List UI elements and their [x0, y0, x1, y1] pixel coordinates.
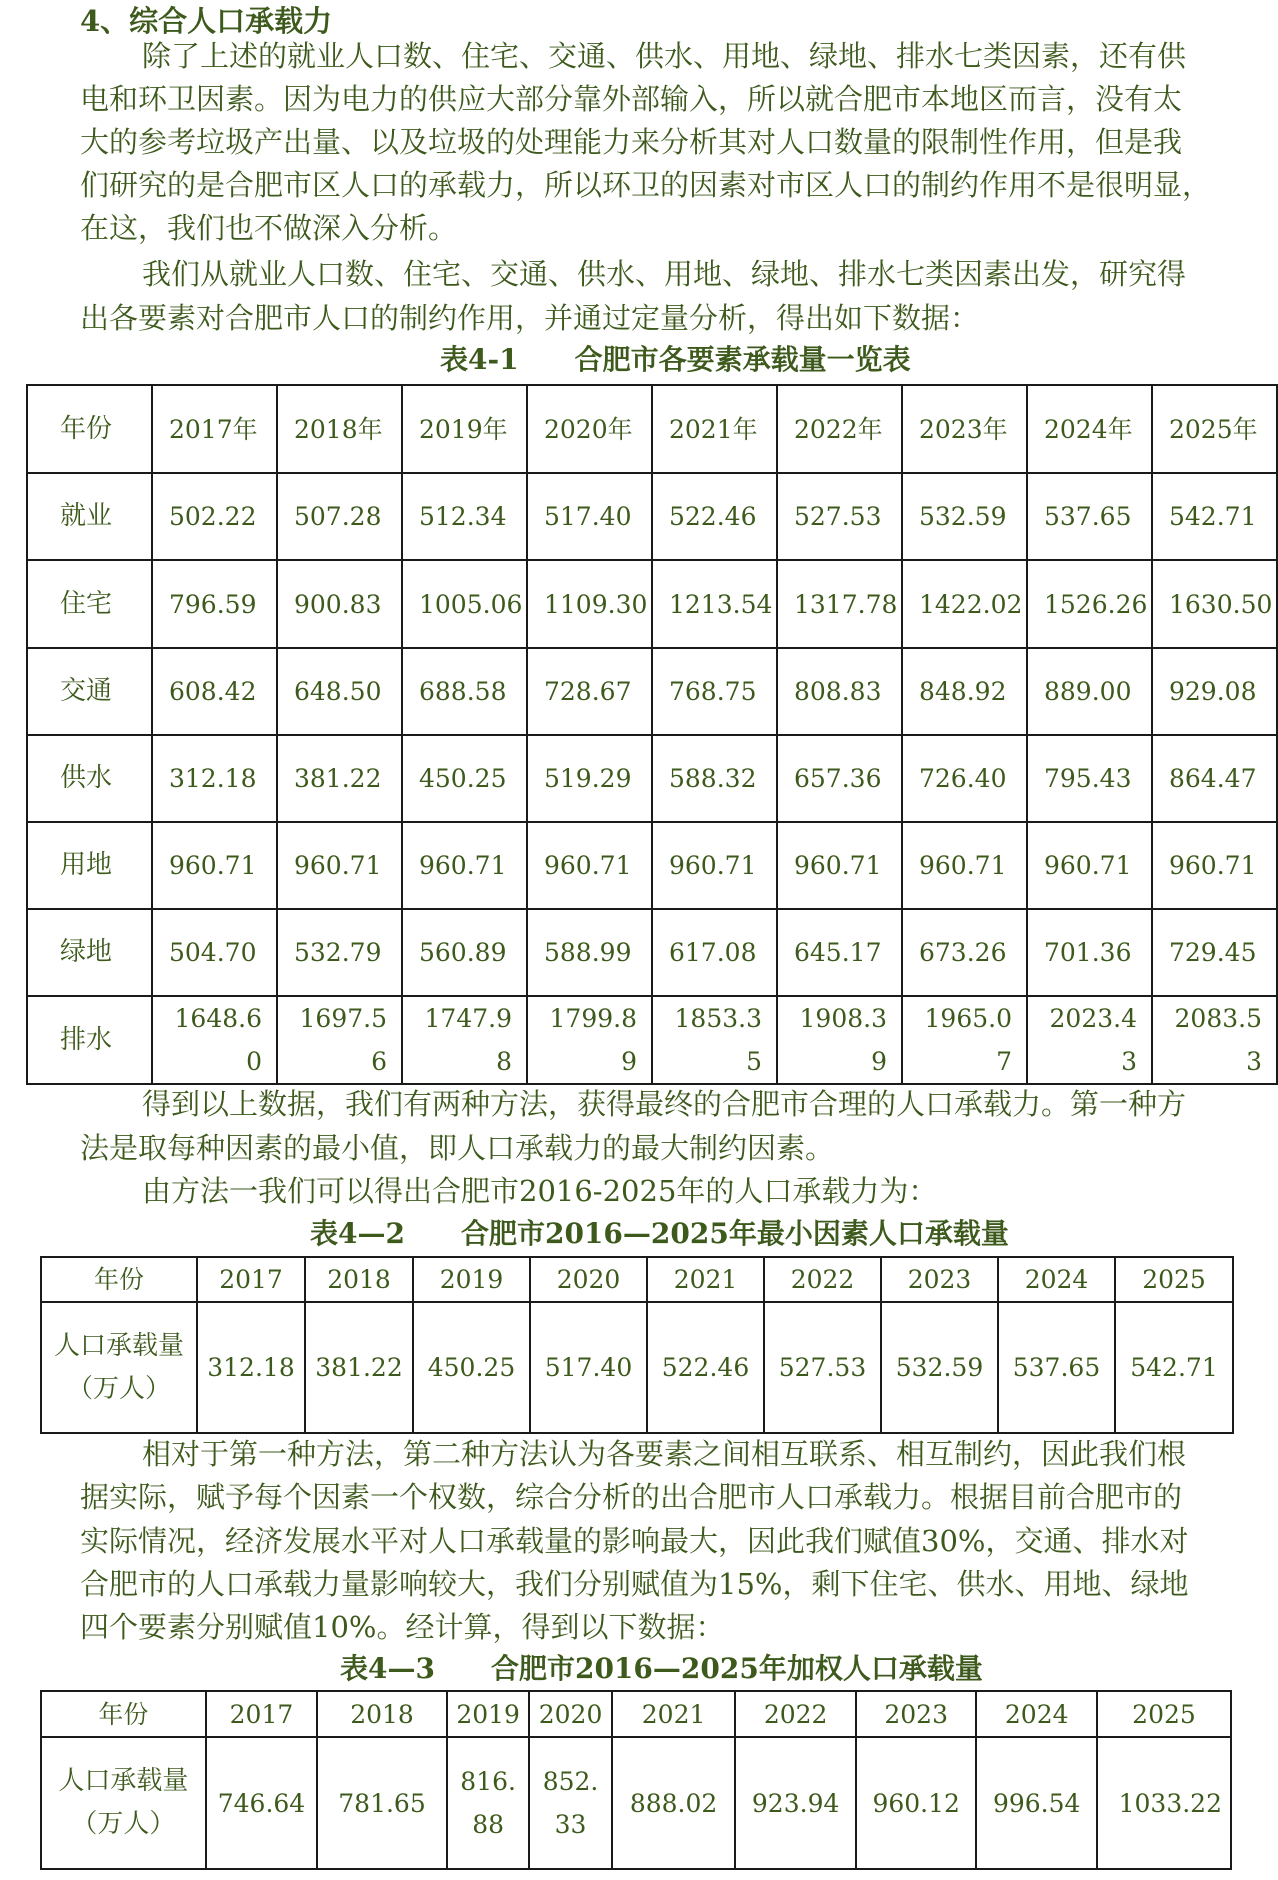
table2-caption: 表4—2 合肥市2016—2025年最小因素人口承载量	[310, 1217, 1009, 1250]
table-cell: 960.12	[856, 1737, 977, 1869]
table-row	[27, 909, 1277, 996]
table-cell: 450.25	[413, 1302, 530, 1433]
table-cell: 960.71	[652, 822, 777, 909]
row-label: 交通	[27, 648, 152, 735]
table-cell: 960.71	[902, 822, 1027, 909]
table1-header-row	[27, 385, 1277, 473]
table-cell: 960.71	[402, 822, 527, 909]
table-cell: 1317.78	[777, 560, 902, 648]
table-cell: 312.18	[197, 1302, 305, 1433]
table3-year: 2017	[206, 1691, 317, 1737]
paragraph-line: 出各要素对合肥市人口的制约作用，并通过定量分析，得出如下数据：	[80, 301, 980, 335]
table-cell: 864.47	[1152, 735, 1277, 822]
table-cell: 381.22	[277, 735, 402, 822]
table-cell: 517.40	[527, 473, 652, 560]
table-cell: 645.17	[777, 909, 902, 996]
table-cell: 673.26	[902, 909, 1027, 996]
table1	[26, 384, 1278, 1085]
table2-year: 2023	[881, 1257, 998, 1302]
table1-year: 2024年	[1027, 385, 1152, 473]
table-cell: 960.71	[152, 822, 277, 909]
row-label: 人口承载量（万人）	[41, 1737, 206, 1869]
table-cell: 726.40	[902, 735, 1027, 822]
table-cell: 502.22	[152, 473, 277, 560]
table3-year: 2018	[317, 1691, 447, 1737]
table-cell: 517.40	[530, 1302, 647, 1433]
table-cell: 768.75	[652, 648, 777, 735]
table3-year: 2025	[1097, 1691, 1231, 1737]
table-cell: 648.50	[277, 648, 402, 735]
table-cell: 450.25	[402, 735, 527, 822]
table-cell: 960.71	[1152, 822, 1277, 909]
table3-year: 2023	[856, 1691, 977, 1737]
table2-year: 2024	[998, 1257, 1115, 1302]
table-row	[27, 822, 1277, 909]
table-cell: 608.42	[152, 648, 277, 735]
table-cell: 796.59	[152, 560, 277, 648]
table-row	[27, 996, 1277, 1084]
table1-year: 2023年	[902, 385, 1027, 473]
table-cell: 532.59	[881, 1302, 998, 1433]
table1-year: 2020年	[527, 385, 652, 473]
table-cell: 588.99	[527, 909, 652, 996]
table-cell: 537.65	[1027, 473, 1152, 560]
table2-year: 2017	[197, 1257, 305, 1302]
section-heading: 4、综合人口承载力	[80, 4, 333, 38]
table-cell: 1648.60	[152, 996, 277, 1084]
paragraph-line: 法是取每种因素的最小值，即人口承载力的最大制约因素。	[80, 1131, 835, 1165]
table-cell: 900.83	[277, 560, 402, 648]
table-cell: 657.36	[777, 735, 902, 822]
table-cell: 512.34	[402, 473, 527, 560]
table-cell: 542.71	[1115, 1302, 1233, 1433]
table3-year: 2021	[612, 1691, 736, 1737]
table-cell: 888.02	[612, 1737, 736, 1869]
table-cell: 1005.06	[402, 560, 527, 648]
table2-year: 2019	[413, 1257, 530, 1302]
table1-year: 2022年	[777, 385, 902, 473]
table3-year: 2024	[976, 1691, 1097, 1737]
table-cell: 381.22	[305, 1302, 413, 1433]
table-cell: 1799.89	[527, 996, 652, 1084]
table-cell: 816.88	[447, 1737, 529, 1869]
table3-year: 2022	[735, 1691, 856, 1737]
paragraph-line: 在这，我们也不做深入分析。	[80, 211, 458, 245]
table-cell: 588.32	[652, 735, 777, 822]
table-cell: 532.59	[902, 473, 1027, 560]
table2-year: 2018	[305, 1257, 413, 1302]
table-row	[27, 735, 1277, 822]
paragraph-line: 电和环卫因素。因为电力的供应大部分靠外部输入，所以就合肥市本地区而言，没有太	[80, 82, 1183, 116]
table-cell: 688.58	[402, 648, 527, 735]
table1-year: 2018年	[277, 385, 402, 473]
table-cell: 542.71	[1152, 473, 1277, 560]
row-label: 排水	[27, 996, 152, 1084]
table3-year: 2020	[529, 1691, 611, 1737]
table-cell: 504.70	[152, 909, 277, 996]
paragraph-line: 得到以上数据，我们有两种方法，获得最终的合肥市合理的人口承载力。第一种方	[142, 1087, 1187, 1121]
table-cell: 1526.26	[1027, 560, 1152, 648]
paragraph-line: 我们从就业人口数、住宅、交通、供水、用地、绿地、排水七类因素出发，研究得	[142, 257, 1187, 291]
paragraph-line: 实际情况，经济发展水平对人口承载量的影响最大，因此我们赋值30%，交通、排水对	[80, 1524, 1189, 1558]
table-row	[27, 648, 1277, 735]
table-cell: 960.71	[527, 822, 652, 909]
table-cell: 923.94	[735, 1737, 856, 1869]
table-cell: 1697.56	[277, 996, 402, 1084]
table-cell: 1422.02	[902, 560, 1027, 648]
paragraph-line: 大的参考垃圾产出量、以及垃圾的处理能力来分析其对人口数量的限制性作用，但是我	[80, 125, 1183, 159]
paragraph-line: 除了上述的就业人口数、住宅、交通、供水、用地、绿地、排水七类因素，还有供	[142, 39, 1187, 73]
table-cell: 848.92	[902, 648, 1027, 735]
row-label: 绿地	[27, 909, 152, 996]
table-cell: 795.43	[1027, 735, 1152, 822]
table-cell: 527.53	[777, 473, 902, 560]
table-row	[41, 1302, 1233, 1433]
table-cell: 617.08	[652, 909, 777, 996]
table2-year: 2020	[530, 1257, 647, 1302]
table-row	[27, 560, 1277, 648]
table-cell: 560.89	[402, 909, 527, 996]
paragraph-line: 由方法一我们可以得出合肥市2016-2025年的人口承载力为：	[142, 1174, 938, 1208]
table-cell: 1213.54	[652, 560, 777, 648]
table-cell: 1109.30	[527, 560, 652, 648]
table3-year: 2019	[447, 1691, 529, 1737]
table-cell: 1630.50	[1152, 560, 1277, 648]
table3-caption: 表4—3 合肥市2016—2025年加权人口承载量	[340, 1652, 983, 1685]
table-cell: 1747.98	[402, 996, 527, 1084]
table-cell: 519.29	[527, 735, 652, 822]
table-cell: 2083.53	[1152, 996, 1277, 1084]
table2	[40, 1256, 1234, 1434]
table-cell: 1033.22	[1097, 1737, 1231, 1869]
table-cell: 960.71	[1027, 822, 1152, 909]
table-cell: 728.67	[527, 648, 652, 735]
table-cell: 960.71	[777, 822, 902, 909]
table-cell: 852.33	[529, 1737, 611, 1869]
table-cell: 889.00	[1027, 648, 1152, 735]
table1-year: 2025年	[1152, 385, 1277, 473]
table-cell: 2023.43	[1027, 996, 1152, 1084]
paragraph-line: 四个要素分别赋值10%。经计算，得到以下数据：	[80, 1610, 725, 1644]
paragraph-line: 据实际，赋予每个因素一个权数，综合分析的出合肥市人口承载力。根据目前合肥市的	[80, 1480, 1183, 1514]
paragraph-line: 合肥市的人口承载力量影响较大，我们分别赋值为15%，剩下住宅、供水、用地、绿地	[80, 1567, 1189, 1601]
table-cell: 929.08	[1152, 648, 1277, 735]
table2-year: 2025	[1115, 1257, 1233, 1302]
table-cell: 701.36	[1027, 909, 1152, 996]
paragraph-line: 们研究的是合肥市区人口的承载力，所以环卫的因素对市区人口的制约作用不是很明显，	[80, 168, 1212, 202]
table-cell: 532.79	[277, 909, 402, 996]
table-cell: 527.53	[764, 1302, 881, 1433]
table2-year: 2021	[647, 1257, 764, 1302]
table-cell: 729.45	[1152, 909, 1277, 996]
row-label: 用地	[27, 822, 152, 909]
table-cell: 960.71	[277, 822, 402, 909]
paragraph-line: 相对于第一种方法，第二种方法认为各要素之间相互联系、相互制约，因此我们根	[142, 1437, 1187, 1471]
table1-year: 2017年	[152, 385, 277, 473]
table-cell: 507.28	[277, 473, 402, 560]
table-cell: 1965.07	[902, 996, 1027, 1084]
table-cell: 522.46	[652, 473, 777, 560]
table-cell: 312.18	[152, 735, 277, 822]
table1-year: 2021年	[652, 385, 777, 473]
table1-year: 2019年	[402, 385, 527, 473]
table2-header-label: 年份	[41, 1257, 197, 1302]
table-cell: 781.65	[317, 1737, 447, 1869]
table3	[40, 1690, 1232, 1870]
table1-header-label: 年份	[27, 385, 152, 473]
table-cell: 537.65	[998, 1302, 1115, 1433]
table-row	[41, 1737, 1231, 1869]
table-cell: 996.54	[976, 1737, 1097, 1869]
row-label: 住宅	[27, 560, 152, 648]
table2-year: 2022	[764, 1257, 881, 1302]
table-cell: 746.64	[206, 1737, 317, 1869]
row-label: 供水	[27, 735, 152, 822]
table-cell: 1853.35	[652, 996, 777, 1084]
table2-header-row	[41, 1257, 1233, 1302]
table-cell: 808.83	[777, 648, 902, 735]
table-cell: 1908.39	[777, 996, 902, 1084]
row-label: 人口承载量（万人）	[41, 1302, 197, 1433]
table-row	[27, 473, 1277, 560]
row-label: 就业	[27, 473, 152, 560]
table1-caption: 表4-1 合肥市各要素承载量一览表	[440, 343, 911, 376]
table3-header-row	[41, 1691, 1231, 1737]
table-cell: 522.46	[647, 1302, 764, 1433]
table3-header-label: 年份	[41, 1691, 206, 1737]
